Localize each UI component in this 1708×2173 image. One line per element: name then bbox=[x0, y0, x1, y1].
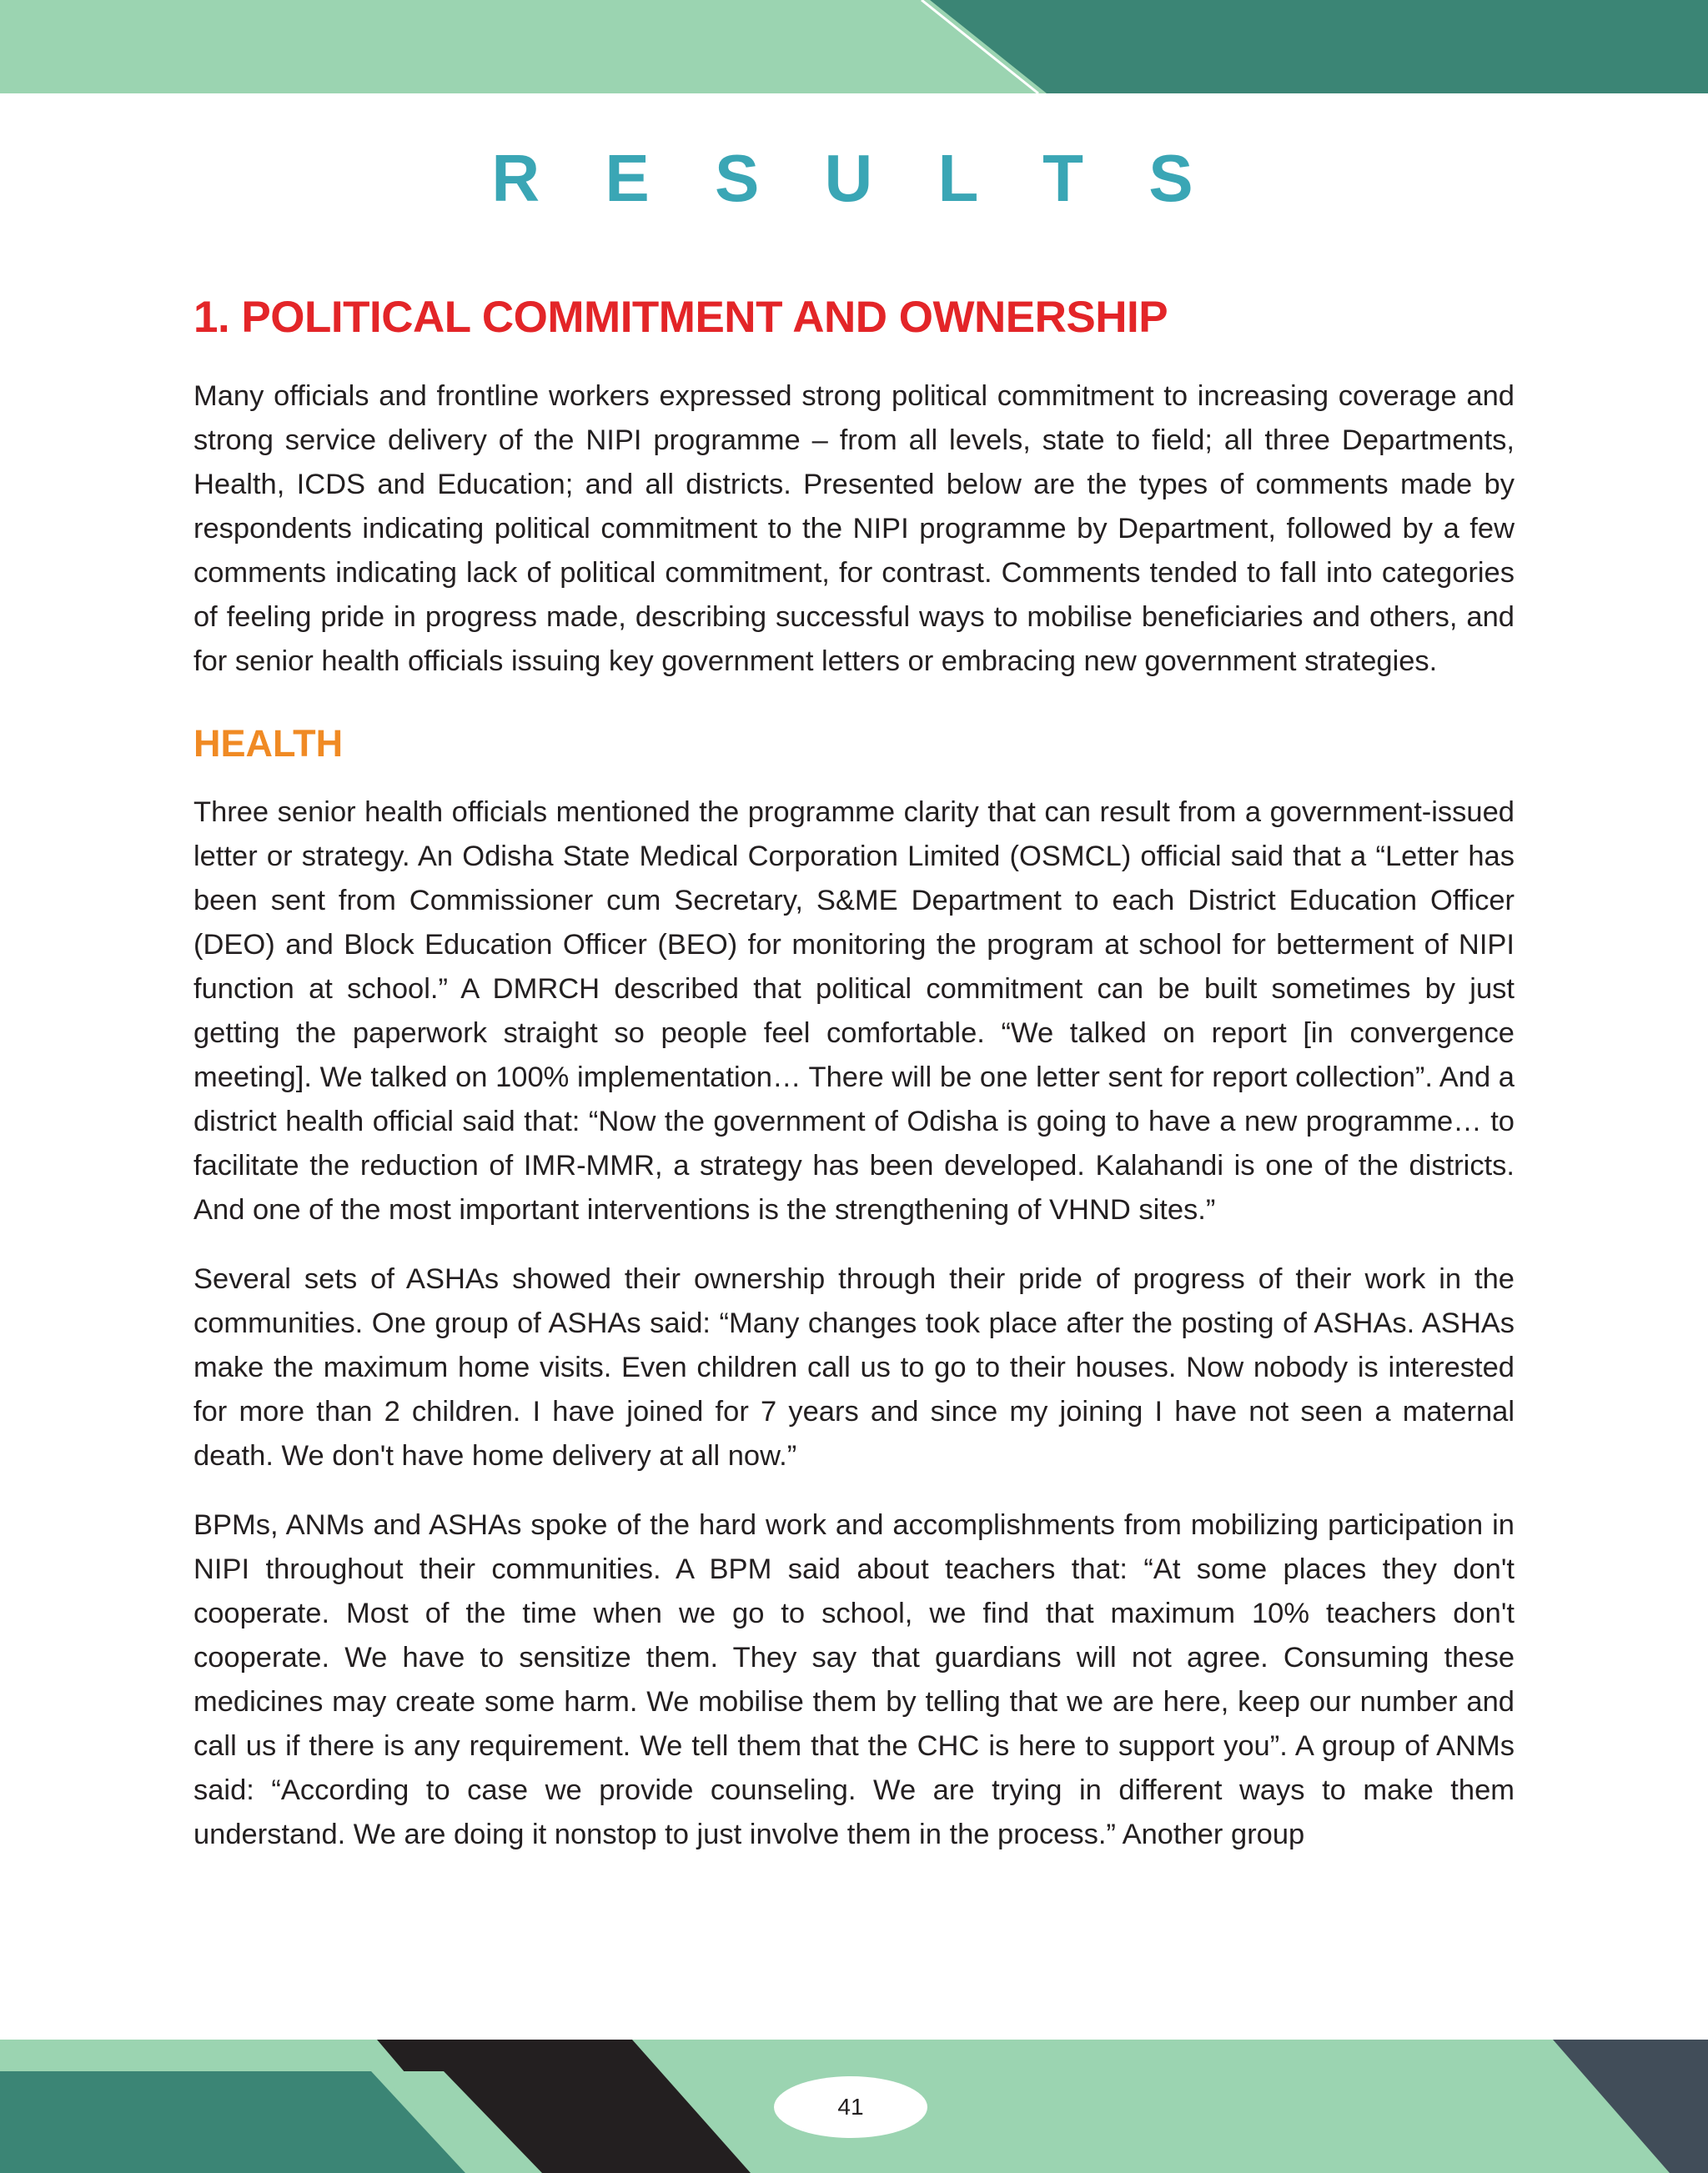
top-band-teal-shape bbox=[930, 0, 1708, 93]
health-paragraph-2: Several sets of ASHAs showed their ownership through their pride of progress of their work in the communities. One group of ASHAs said: “Many changes took place after the posting of ASHAs. ASHAs make the maximum home visits. Even children call us to go to their houses. Now nobody is interested for more than 2 children. I have joined for 7 years and since my joining I have not seen a maternal death. We don't have home delivery at all now.” bbox=[193, 1263, 1515, 1472]
health-paragraph-1: Three senior health officials mentioned the programme clarity that can result from a government-issued letter or strategy. An Odisha State Medical Corporation Limited (OSMCL) official said that a “Letter has been sent from Commissioner cum Secretary, S&ME Department to each District Education Officer (DEO) and Block Education Officer (BEO) for monitoring the program at school for betterment of NIPI function at school.” A DMRCH described that political commitment can be built sometimes by just getting the paperwork straight so people feel comfortable. “We talked on report [in convergence meeting]. We talked on 100% implementation… There will be one letter sent for report collection”. And a district health official said that: “Now the government of Odisha is going to have a new programme… to facilitate the reduction of IMR-MMR, a strategy has been developed. Kalahandi is one of the districts. And one of the most important interventions is the strengthening of VHND sites.” bbox=[193, 796, 1515, 1226]
page-title: R E S U L T S bbox=[491, 141, 1217, 215]
page-number: 41 bbox=[774, 2076, 927, 2138]
health-paragraph-3: BPMs, ANMs and ASHAs spoke of the hard work and accomplishments from mobilizing participation in NIPI throughout their communities. A BPM said about teachers that: “At some places they don't cooperate. Most of the time when we go to school, we find that maximum 10% teachers don't cooperate. We have to sensitize them. They say that guardians will not agree. Consuming these medicines may create some harm. We mobilise them by telling that we are here, keep our number and call us if there is any requirement. We tell them that the CHC is here to support you”. A group of ANMs said: “According to case we provide counseling. We are trying in different ways to make them understand. We are doing it nonstop to just involve them in the process.” Another group bbox=[193, 1509, 1515, 1850]
section-heading: 1. POLITICAL COMMITMENT AND OWNERSHIP bbox=[193, 293, 1168, 342]
main-content bbox=[193, 292, 1515, 1882]
health-heading: HEALTH bbox=[193, 722, 344, 765]
section-intro-paragraph: Many officials and frontline workers expressed strong political commitment to increasing coverage and strong service delivery of the NIPI programme – from all levels, state to field; all three Departments, Health, ICDS and Education; and all districts. Presented below are the types of comments made by respondents indicating political commitment to the NIPI programme by Department, followed by a few comments indicating lack of political commitment, for contrast. Comments tended to fall into categories of feeling pride in progress made, describing successful ways to mobilise beneficiaries and others, and for senior health officials issuing key government letters or embracing new government strategies. bbox=[193, 380, 1515, 677]
top-decorative-band bbox=[0, 0, 1708, 93]
